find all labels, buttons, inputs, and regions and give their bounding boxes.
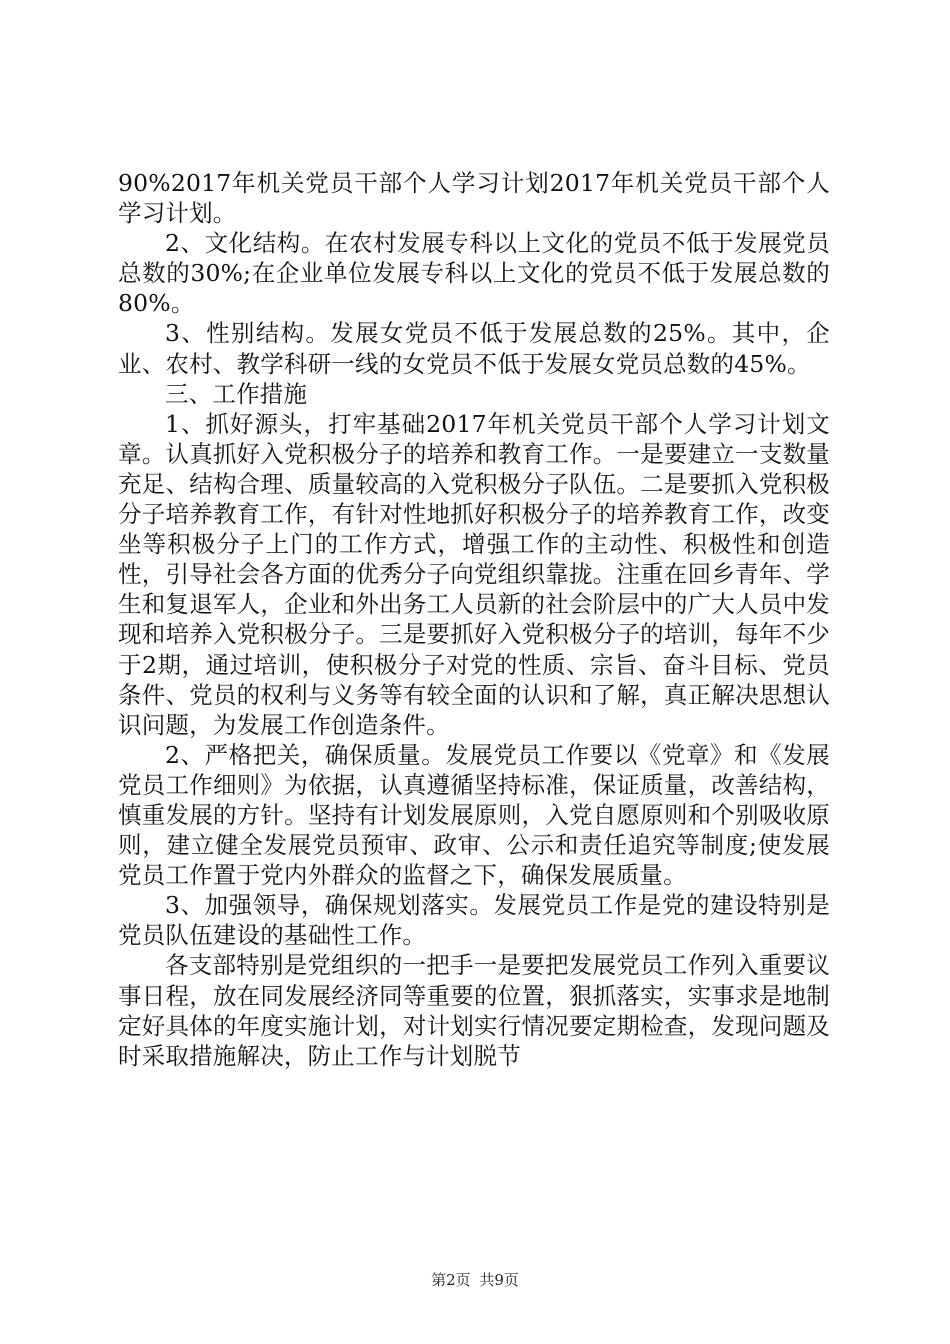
paragraph-3: 3、性别结构。发展女党员不低于发展总数的25%。其中，企业、农村、教学科研一线的女党员不低于发展女党员总数的45%。 <box>118 319 830 378</box>
section-heading: 三、工作措施 <box>165 379 308 408</box>
paragraph-5: 1、抓好源头，打牢基础2017年机关党员干部个人学习计划文章。认真抓好入党积极分子的培养和教育工作。一是要建立一支数量充足、结构合理、质量较高的入党积极分子队伍。二是要抓入党积极分子培养教育工作，有针对性地抓好积极分子的培养教育工作，改变坐等积极分子上门的工作方式，增强工作的主动性、积极性和创造性，引导社会各方面的优秀分子向党组织靠拢。注重在回乡青年、学生和复退军人，企业和外出务工人员新的社会阶层中的广大人员中发现和培养入党积极分子。三是要抓好入党积极分子的培训，每年不少于2期，通过培训，使积极分子对党的性质、宗旨、奋斗目标、党员条件、党员的权利与义务等有较全面的认识和了解，真正解决思想认识问题，为发展工作创造条件。 <box>118 409 830 739</box>
page-footer <box>0 1270 950 1290</box>
paragraph-1: 90%2017年机关党员干部个人学习计划2017年机关党员干部个人学习计划。 <box>118 169 830 228</box>
page-number: 第2页 <box>431 1271 471 1289</box>
paragraph-6: 2、严格把关，确保质量。发展党员工作要以《党章》和《发展党员工作细则》为依据，认真遵循坚持标准，保证质量，改善结构，慎重发展的方针。坚持有计划发展原则，入党自愿原则和个别吸收原则，建立健全发展党员预审、政审、公示和责任追究等制度;使发展党员工作置于党内外群众的监督之下，确保发展质量。 <box>118 740 830 890</box>
paragraph-8: 各支部特别是党组织的一把手一是要把发展党员工作列入重要议事日程，放在同发展经济同等重要的位置，狠抓落实，实事求是地制定好具体的年度实施计划，对计划实行情况要定期检查，发现问题及时采取措施解决，防止工作与计划脱节 <box>118 951 830 1070</box>
paragraph-7: 3、加强领导，确保规划落实。发展党员工作是党的建设特别是党员队伍建设的基础性工作。 <box>118 891 830 950</box>
page-total: 共9页 <box>479 1271 519 1289</box>
document-body <box>118 168 830 1071</box>
paragraph-2: 2、文化结构。在农村发展专科以上文化的党员不低于发展党员总数的30%;在企业单位发展专科以上文化的党员不低于发展总数的80%。 <box>118 229 830 318</box>
